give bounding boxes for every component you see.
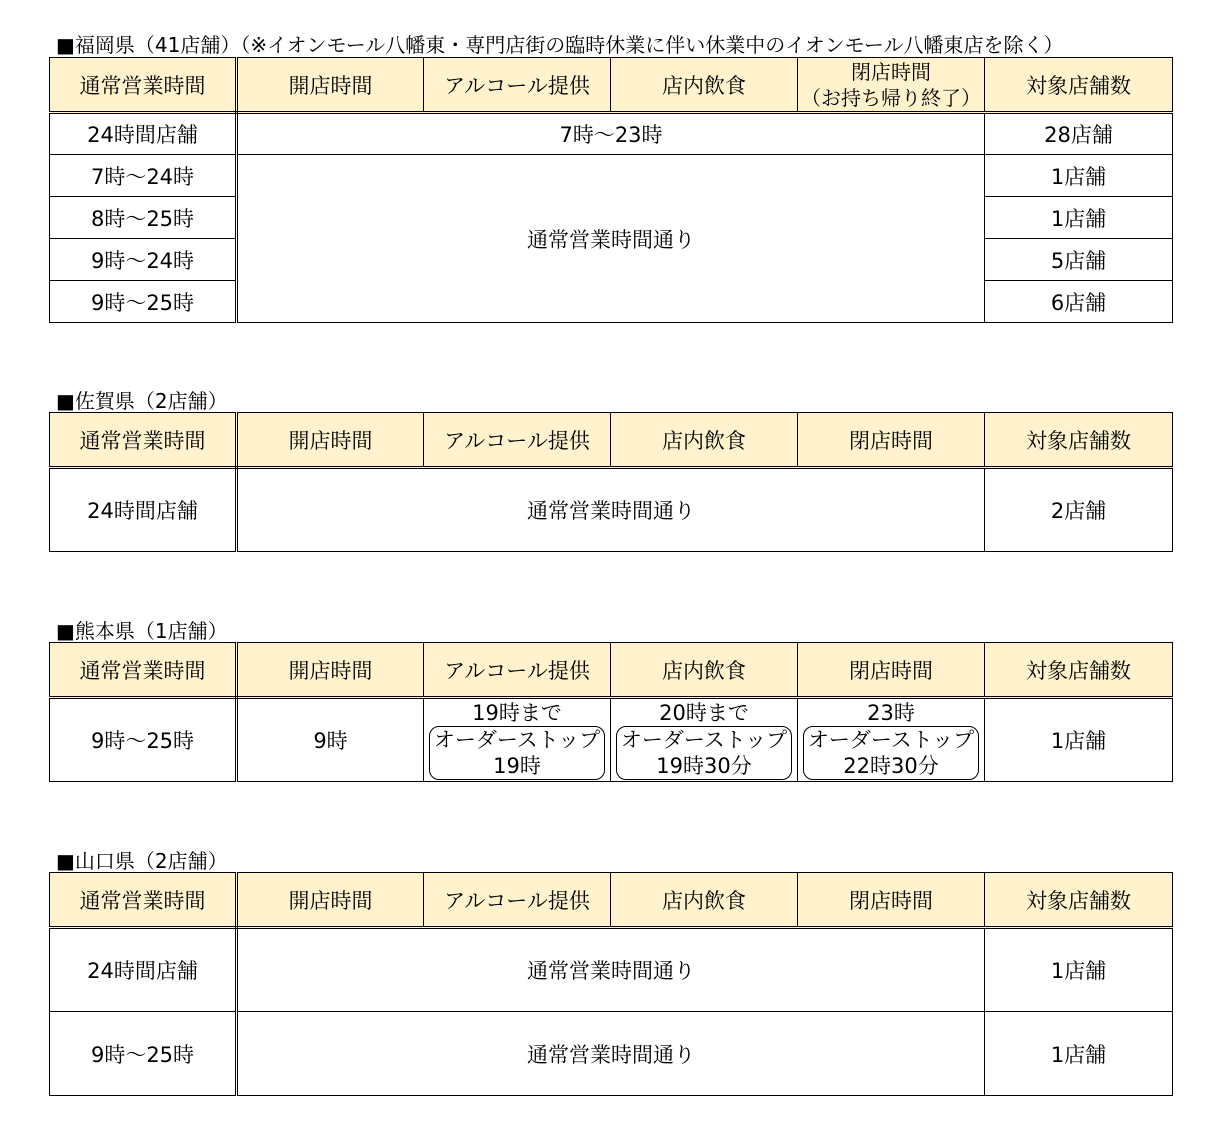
merged-cell: 通常営業時間通り — [237, 468, 985, 552]
close-order-stop-box — [803, 726, 979, 780]
alcohol-order-stop-box — [429, 726, 605, 780]
header-open-time: 開店時間 — [237, 58, 424, 113]
header-store-count: 対象店舗数 — [985, 643, 1173, 698]
count-cell: 1店舗 — [985, 928, 1173, 1012]
table-header-row — [50, 873, 1173, 928]
header-close-time — [798, 58, 985, 113]
hours-cell: 24時間店舗 — [50, 113, 237, 155]
count-cell: 5店舗 — [985, 239, 1173, 281]
table-row — [50, 1012, 1173, 1096]
kumamoto-title: ■熊本県（1店舗） — [56, 619, 228, 643]
open-cell: 9時 — [237, 698, 424, 782]
table-row — [50, 928, 1173, 1012]
saga-table — [49, 412, 1173, 552]
header-normal-hours: 通常営業時間 — [50, 643, 237, 698]
header-close-time: 閉店時間 — [798, 873, 985, 928]
header-close-label: 閉店時間 — [851, 59, 931, 84]
header-store-count: 対象店舗数 — [985, 873, 1173, 928]
saga-title: ■佐賀県（2店舗） — [56, 389, 228, 413]
table-row — [50, 698, 1173, 782]
hours-cell: 9時～25時 — [50, 698, 237, 782]
hours-cell: 9時～25時 — [50, 1012, 237, 1096]
table-header-row — [50, 643, 1173, 698]
hours-cell: 9時～24時 — [50, 239, 237, 281]
header-dine-in: 店内飲食 — [611, 413, 798, 468]
hours-cell: 24時間店舗 — [50, 468, 237, 552]
header-close-time: 閉店時間 — [798, 413, 985, 468]
dining-order-stop-box — [616, 726, 792, 780]
table-row — [50, 113, 1173, 155]
header-store-count: 対象店舗数 — [985, 58, 1173, 113]
header-dine-in: 店内飲食 — [611, 643, 798, 698]
header-normal-hours: 通常営業時間 — [50, 873, 237, 928]
dining-until: 20時まで — [659, 701, 749, 725]
merged-cell: 通常営業時間通り — [237, 928, 985, 1012]
alcohol-cell — [424, 698, 611, 782]
header-close-note: （お持ち帰り終了） — [801, 85, 981, 110]
hours-cell: 8時～25時 — [50, 197, 237, 239]
header-store-count: 対象店舗数 — [985, 413, 1173, 468]
yamaguchi-title: ■山口県（2店舗） — [56, 849, 228, 873]
close-order-stop-time: 22時30分 — [843, 754, 939, 778]
yamaguchi-table — [49, 872, 1173, 1096]
header-close-time: 閉店時間 — [798, 643, 985, 698]
table-row — [50, 155, 1173, 197]
header-open-time: 開店時間 — [237, 413, 424, 468]
merged-cell: 通常営業時間通り — [237, 155, 985, 323]
hours-cell: 24時間店舗 — [50, 928, 237, 1012]
header-open-time: 開店時間 — [237, 643, 424, 698]
hours-cell: 7時～24時 — [50, 155, 237, 197]
header-dine-in: 店内飲食 — [611, 873, 798, 928]
close-order-stop-label: オーダーストップ — [807, 728, 975, 752]
count-cell: 1店舗 — [985, 698, 1173, 782]
fukuoka-table — [49, 57, 1173, 323]
header-normal-hours: 通常営業時間 — [50, 58, 237, 113]
table-header-row — [50, 58, 1173, 113]
table-header-row — [50, 413, 1173, 468]
count-cell: 1店舗 — [985, 1012, 1173, 1096]
merged-cell: 通常営業時間通り — [237, 1012, 985, 1096]
hours-cell: 9時～25時 — [50, 281, 237, 323]
kumamoto-table — [49, 642, 1173, 782]
header-alcohol: アルコール提供 — [424, 413, 611, 468]
close-time: 23時 — [867, 701, 915, 725]
merged-cell: 7時～23時 — [237, 113, 985, 155]
count-cell: 1店舗 — [985, 197, 1173, 239]
count-cell: 6店舗 — [985, 281, 1173, 323]
header-open-time: 開店時間 — [237, 873, 424, 928]
header-alcohol: アルコール提供 — [424, 58, 611, 113]
header-normal-hours: 通常営業時間 — [50, 413, 237, 468]
header-dine-in: 店内飲食 — [611, 58, 798, 113]
count-cell: 2店舗 — [985, 468, 1173, 552]
dining-order-stop-time: 19時30分 — [656, 754, 752, 778]
close-cell — [798, 698, 985, 782]
dining-order-stop-label: オーダーストップ — [620, 728, 788, 752]
alcohol-order-stop-time: 19時 — [493, 754, 541, 778]
alcohol-order-stop-label: オーダーストップ — [433, 728, 601, 752]
alcohol-until: 19時まで — [472, 701, 562, 725]
header-alcohol: アルコール提供 — [424, 873, 611, 928]
dining-cell — [611, 698, 798, 782]
count-cell: 28店舗 — [985, 113, 1173, 155]
fukuoka-title: ■福岡県（41店舗）（※イオンモール八幡東・専門店街の臨時休業に伴い休業中のイオンモール八幡東店を除く） — [56, 33, 1064, 57]
count-cell: 1店舗 — [985, 155, 1173, 197]
header-alcohol: アルコール提供 — [424, 643, 611, 698]
table-row — [50, 468, 1173, 552]
